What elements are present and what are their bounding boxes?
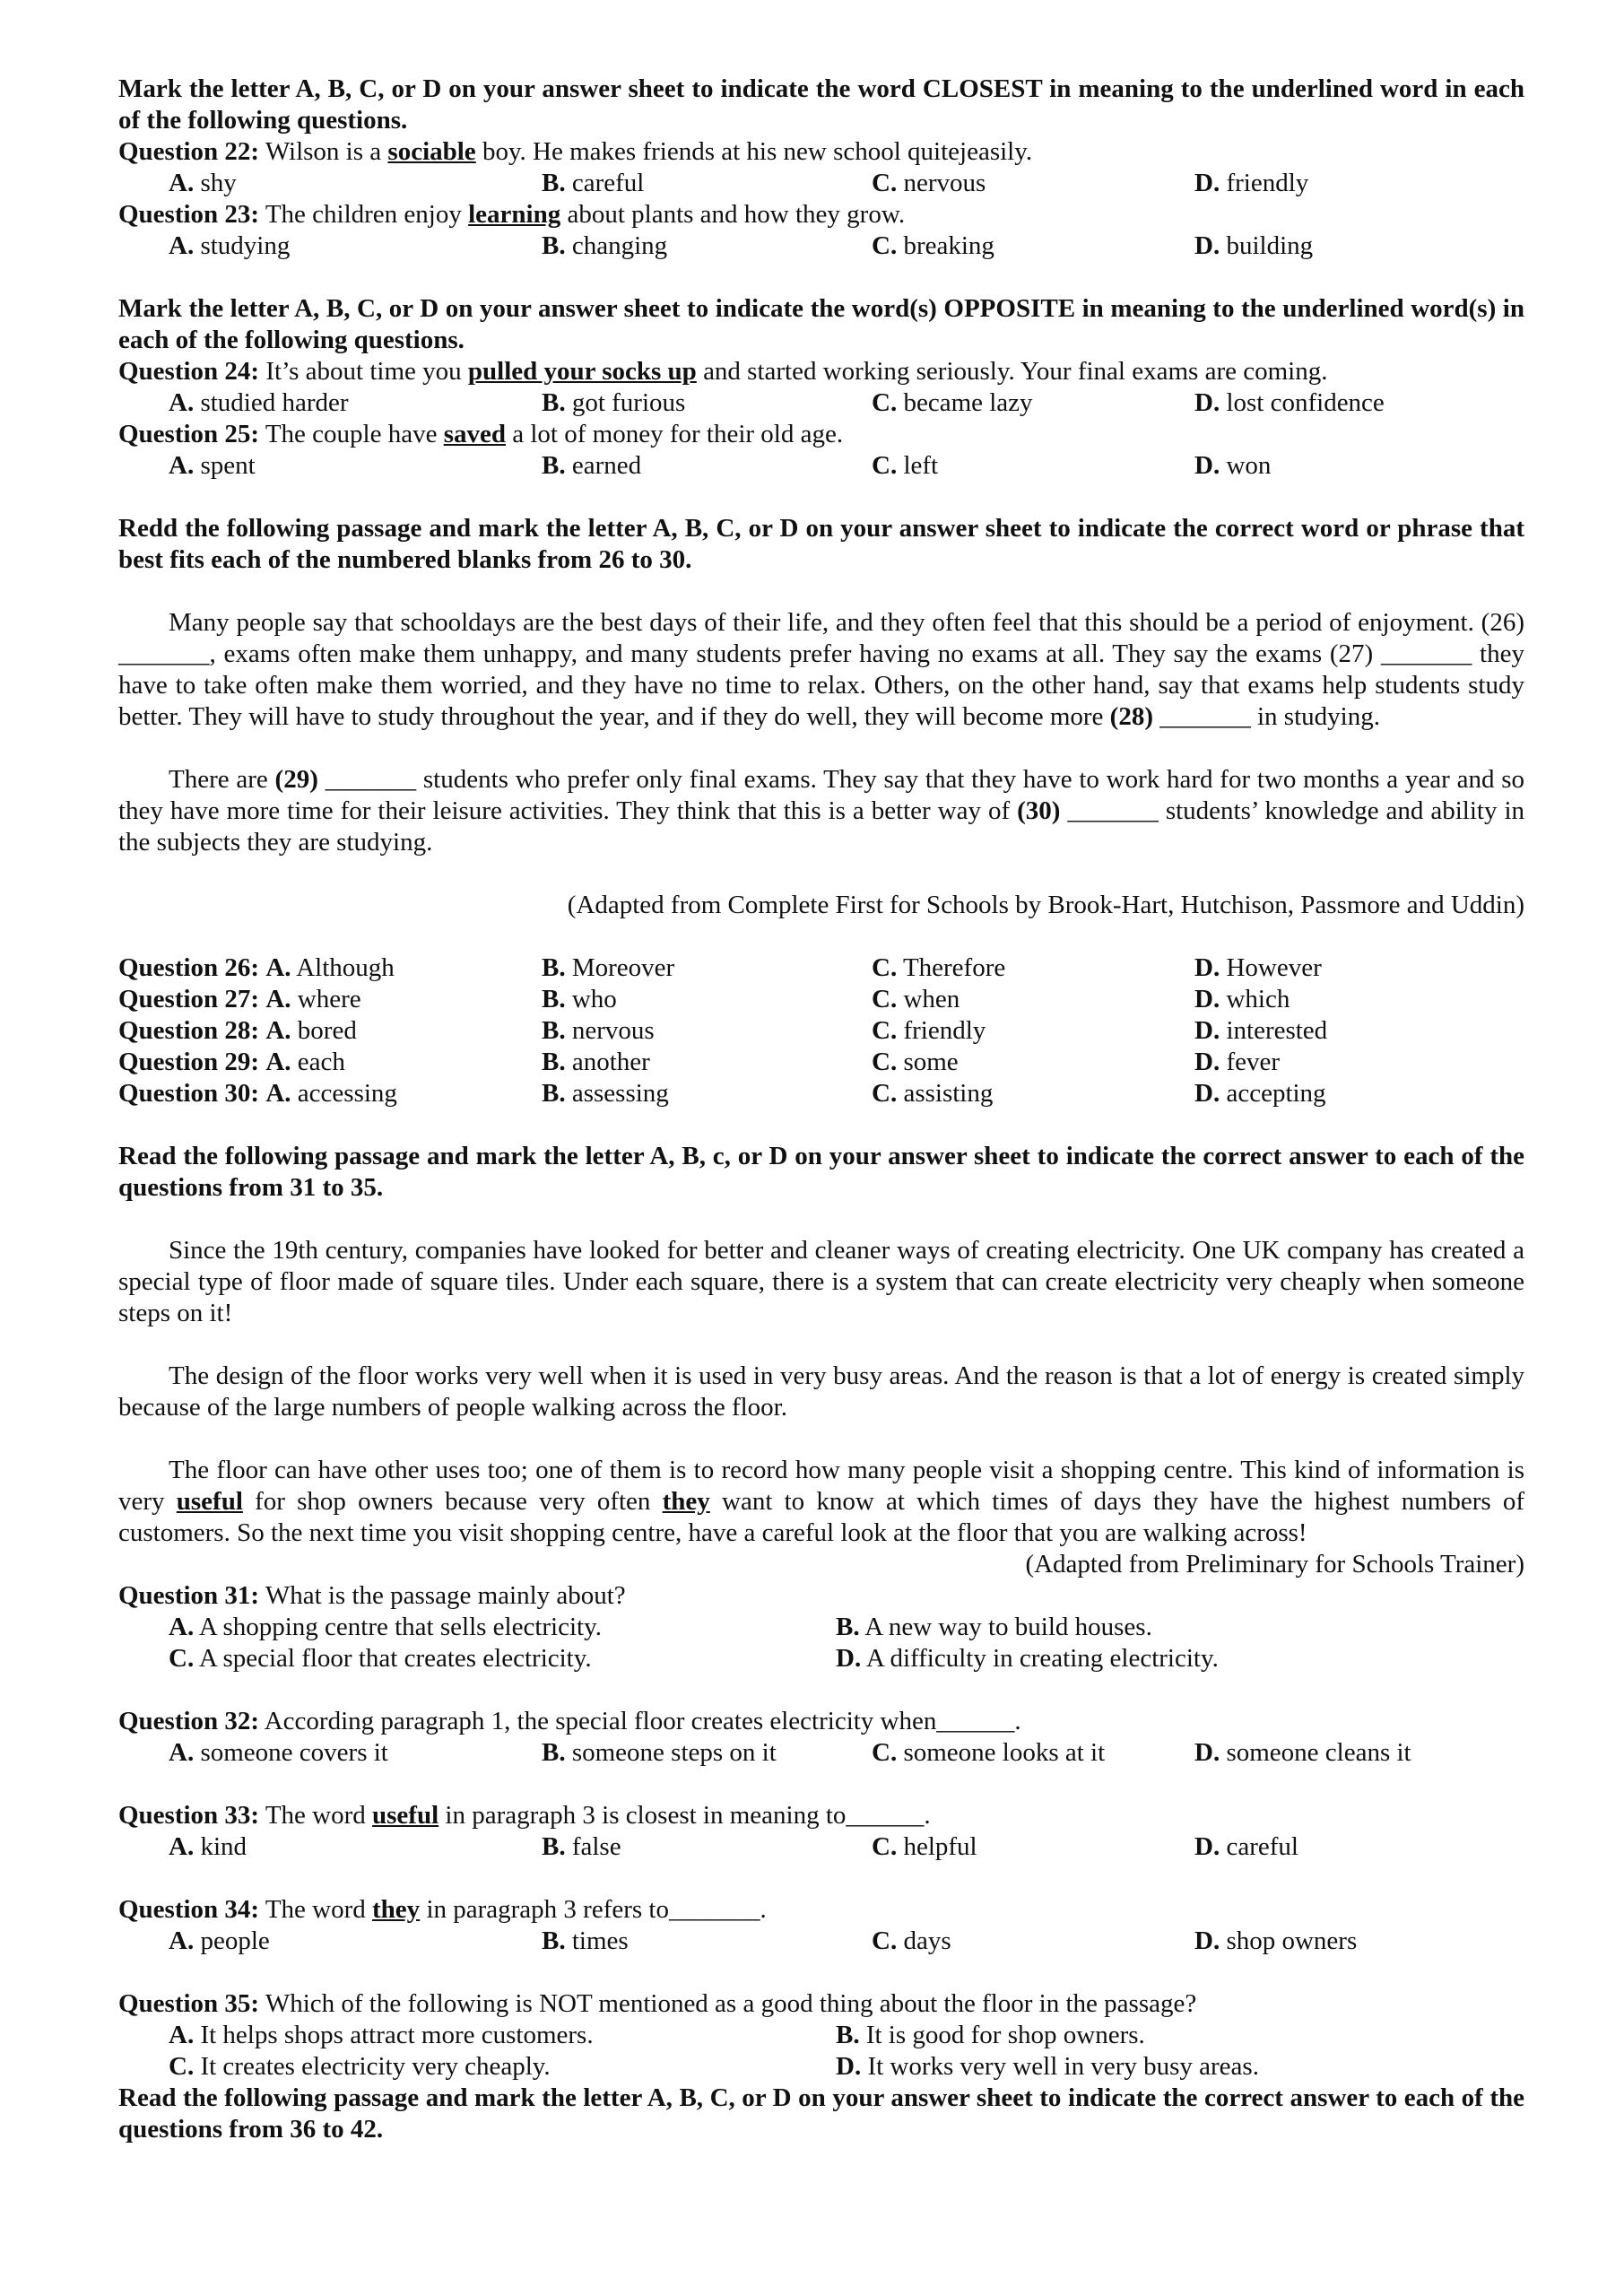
- option-d[interactable]: D. building: [1194, 231, 1314, 260]
- option-d[interactable]: D. someone cleans it: [1194, 1738, 1411, 1767]
- question-text: Wilson is a: [259, 137, 388, 166]
- section-instruction: Mark the letter A, B, C, or D on your answer sheet to indicate the word(s) OPPOSITE in meaning to the underlined word(s) in each of the following questions.: [118, 294, 1524, 354]
- option-c[interactable]: C. some: [872, 1048, 959, 1076]
- options-row: [118, 450, 1524, 482]
- passage-paragraph: The design of the floor works very well when it is used in very busy areas. And the reason is that a lot of energy is created simply because of the large numbers of people walking across the floor.: [118, 1361, 1524, 1422]
- question-text: boy. He makes friends at his new school quitejeasily.: [475, 137, 1033, 166]
- option-a[interactable]: A. A shopping centre that sells electricity.: [169, 1613, 602, 1641]
- option-d[interactable]: D. lost confidence: [1194, 388, 1385, 417]
- underlined-word: sociable: [387, 137, 476, 166]
- question-24: [118, 356, 1524, 387]
- option-b[interactable]: B. got furious: [542, 388, 686, 417]
- cloze-options-grid: [118, 952, 1524, 1109]
- question-label: Question 24:: [118, 357, 260, 386]
- passage-paragraph: Since the 19th century, companies have looked for better and cleaner ways of creating electricity. One UK company has created a special type of floor made of square tiles. Under each square, there is a system that can create electricity very cheaply when someone steps on it!: [118, 1236, 1524, 1327]
- option-c[interactable]: C. nervous: [872, 169, 986, 197]
- question-33: Question 33: The word useful in paragraph 3 is closest in meaning to______.: [118, 1801, 931, 1830]
- exam-page: [118, 74, 1524, 2145]
- option-c[interactable]: C. Therefore: [872, 953, 1006, 982]
- option-b[interactable]: B. another: [542, 1048, 650, 1076]
- cloze-question-row: [118, 984, 1524, 1015]
- question-22: [118, 136, 1524, 168]
- option-c[interactable]: C. days: [872, 1926, 951, 1955]
- option-b[interactable]: B. times: [542, 1926, 629, 1955]
- options-row: [118, 387, 1524, 419]
- question-23: [118, 199, 1524, 230]
- section-instruction: Read the following passage and mark the letter A, B, C, or D on your answer sheet to indicate the correct answer to each of the questions from 36 to 42.: [118, 2083, 1524, 2144]
- option-b[interactable]: B. Moreover: [542, 953, 675, 982]
- option-a[interactable]: Question 28: A. bored: [118, 1016, 357, 1045]
- options-row: [118, 2020, 1524, 2051]
- section-instruction: Redd the following passage and mark the letter A, B, C, or D on your answer sheet to indicate the correct word or phrase that best fits each of the numbered blanks from 26 to 30.: [118, 514, 1524, 574]
- options-row: [118, 1643, 1524, 1674]
- option-b[interactable]: B. earned: [542, 451, 642, 480]
- option-c[interactable]: C. became lazy: [872, 388, 1033, 417]
- source-citation: (Adapted from Preliminary for Schools Trainer): [1025, 1550, 1524, 1578]
- options-row: [118, 168, 1524, 199]
- option-d[interactable]: D. which: [1194, 985, 1290, 1013]
- passage-paragraph: Many people say that schooldays are the best days of their life, and they often feel that this should be a period of enjoyment. (26) _______, exams often make them unhappy, and many students prefer having no exams at all. They say the exams (27) _______ they have to take often make them worried, and they have no time to relax. Others, on the other hand, say that exams help students study better. They will have to study throughout the year, and if they do well, they will become more (28) _______ in studying.: [118, 608, 1524, 731]
- option-a[interactable]: A. studied harder: [169, 388, 349, 417]
- option-a[interactable]: Question 30: A. accessing: [118, 1079, 397, 1108]
- option-c[interactable]: C. friendly: [872, 1016, 986, 1045]
- option-a[interactable]: A. spent: [169, 451, 256, 480]
- option-b[interactable]: B. nervous: [542, 1016, 655, 1045]
- question-34: Question 34: The word they in paragraph 3 refers to_______.: [118, 1895, 767, 1924]
- option-d[interactable]: D. friendly: [1194, 169, 1309, 197]
- option-c[interactable]: C. someone looks at it: [872, 1738, 1106, 1767]
- underlined-word: learning: [468, 200, 561, 229]
- option-d[interactable]: D. It works very well in very busy areas.: [836, 2052, 1259, 2081]
- option-a[interactable]: A. shy: [169, 169, 237, 197]
- section-instruction: Read the following passage and mark the letter A, B, c, or D on your answer sheet to indicate the correct answer to each of the questions from 31 to 35.: [118, 1142, 1524, 1202]
- underlined-word: pulled your socks up: [467, 357, 697, 386]
- cloze-question-row: [118, 1015, 1524, 1047]
- underlined-word: useful: [372, 1801, 439, 1830]
- section-instruction: Mark the letter A, B, C, or D on your answer sheet to indicate the word CLOSEST in meaning to the underlined word in each of the following questions.: [118, 74, 1524, 135]
- option-b[interactable]: B. who: [542, 985, 617, 1013]
- option-d[interactable]: D. careful: [1194, 1832, 1298, 1861]
- option-c[interactable]: C. left: [872, 451, 939, 480]
- option-c[interactable]: C. assisting: [872, 1079, 994, 1108]
- option-c[interactable]: C. A special floor that creates electricity.: [169, 1644, 592, 1673]
- question-text: about plants and how they grow.: [560, 200, 906, 229]
- option-d[interactable]: D. However: [1194, 953, 1322, 982]
- underlined-word: they: [662, 1487, 710, 1516]
- option-d[interactable]: D. shop owners: [1194, 1926, 1358, 1955]
- cloze-question-row: [118, 1047, 1524, 1078]
- option-b[interactable]: B. assessing: [542, 1079, 669, 1108]
- options-row: [118, 1737, 1524, 1769]
- options-row: [118, 1831, 1524, 1863]
- option-a[interactable]: Question 29: A. each: [118, 1048, 345, 1076]
- question-31: Question 31: What is the passage mainly about?: [118, 1581, 626, 1610]
- option-b[interactable]: B. A new way to build houses.: [836, 1613, 1152, 1641]
- underlined-word: useful: [176, 1487, 243, 1516]
- option-b[interactable]: B. false: [542, 1832, 621, 1861]
- option-a[interactable]: Question 26: A. Although: [118, 953, 395, 982]
- passage-paragraph: There are (29) _______ students who prefer only final exams. They say that they have to work hard for two months a year and so they have more time for their leisure activities. They think that this is a better way of (30) _______ students’ knowledge and ability in the subjects they are studying.: [118, 765, 1524, 857]
- question-35: Question 35: Which of the following is NOT mentioned as a good thing about the floor in the passage?: [118, 1989, 1197, 2018]
- options-row: [118, 230, 1524, 262]
- question-label: Question 25:: [118, 420, 260, 448]
- question-label: Question 23:: [118, 200, 260, 229]
- option-a[interactable]: A. It helps shops attract more customers.: [169, 2021, 594, 2049]
- options-row: [118, 1926, 1524, 1957]
- option-d[interactable]: D. fever: [1194, 1048, 1281, 1076]
- option-d[interactable]: D. won: [1194, 451, 1272, 480]
- option-c[interactable]: C. breaking: [872, 231, 994, 260]
- option-a[interactable]: A. people: [169, 1926, 270, 1955]
- option-a[interactable]: Question 27: A. where: [118, 985, 361, 1013]
- question-text: a lot of money for their old age.: [506, 420, 844, 448]
- option-c[interactable]: C. It creates electricity very cheaply.: [169, 2052, 551, 2081]
- option-b[interactable]: B. someone steps on it: [542, 1738, 777, 1767]
- question-32: Question 32: According paragraph 1, the special floor creates electricity when______.: [118, 1707, 1021, 1735]
- option-d[interactable]: D. A difficulty in creating electricity.: [836, 1644, 1219, 1673]
- cloze-question-row: [118, 1078, 1524, 1109]
- option-b[interactable]: B. It is good for shop owners.: [836, 2021, 1145, 2049]
- option-d[interactable]: D. interested: [1194, 1016, 1328, 1045]
- option-a[interactable]: A. studying: [169, 231, 291, 260]
- question-text: and started working seriously. Your final exams are coming.: [696, 357, 1328, 386]
- question-25: [118, 419, 1524, 450]
- source-citation: (Adapted from Complete First for Schools by Brook-Hart, Hutchison, Passmore and Uddin): [567, 891, 1524, 919]
- option-c[interactable]: C. helpful: [872, 1832, 977, 1861]
- option-c[interactable]: C. when: [872, 985, 960, 1013]
- underlined-word: saved: [443, 420, 506, 448]
- question-label: Question 22:: [118, 137, 260, 166]
- options-row: [118, 1612, 1524, 1643]
- question-text: The children enjoy: [259, 200, 469, 229]
- question-text: The couple have: [259, 420, 444, 448]
- option-a[interactable]: A. kind: [169, 1832, 248, 1861]
- options-row: [118, 2051, 1524, 2083]
- option-a[interactable]: A. someone covers it: [169, 1738, 388, 1767]
- cloze-question-row: [118, 952, 1524, 984]
- option-b[interactable]: B. careful: [542, 169, 645, 197]
- option-d[interactable]: D. accepting: [1194, 1079, 1326, 1108]
- option-b[interactable]: B. changing: [542, 231, 668, 260]
- underlined-word: they: [372, 1895, 421, 1924]
- passage-paragraph: The floor can have other uses too; one of them is to record how many people visit a shopping centre. This kind of information is very useful for shop owners because very often they want to know at which times of days they have the highest numbers of customers. So the next time you visit shopping centre, have a careful look at the floor that you are walking across!: [118, 1456, 1525, 1547]
- question-text: It’s about time you: [259, 357, 468, 386]
